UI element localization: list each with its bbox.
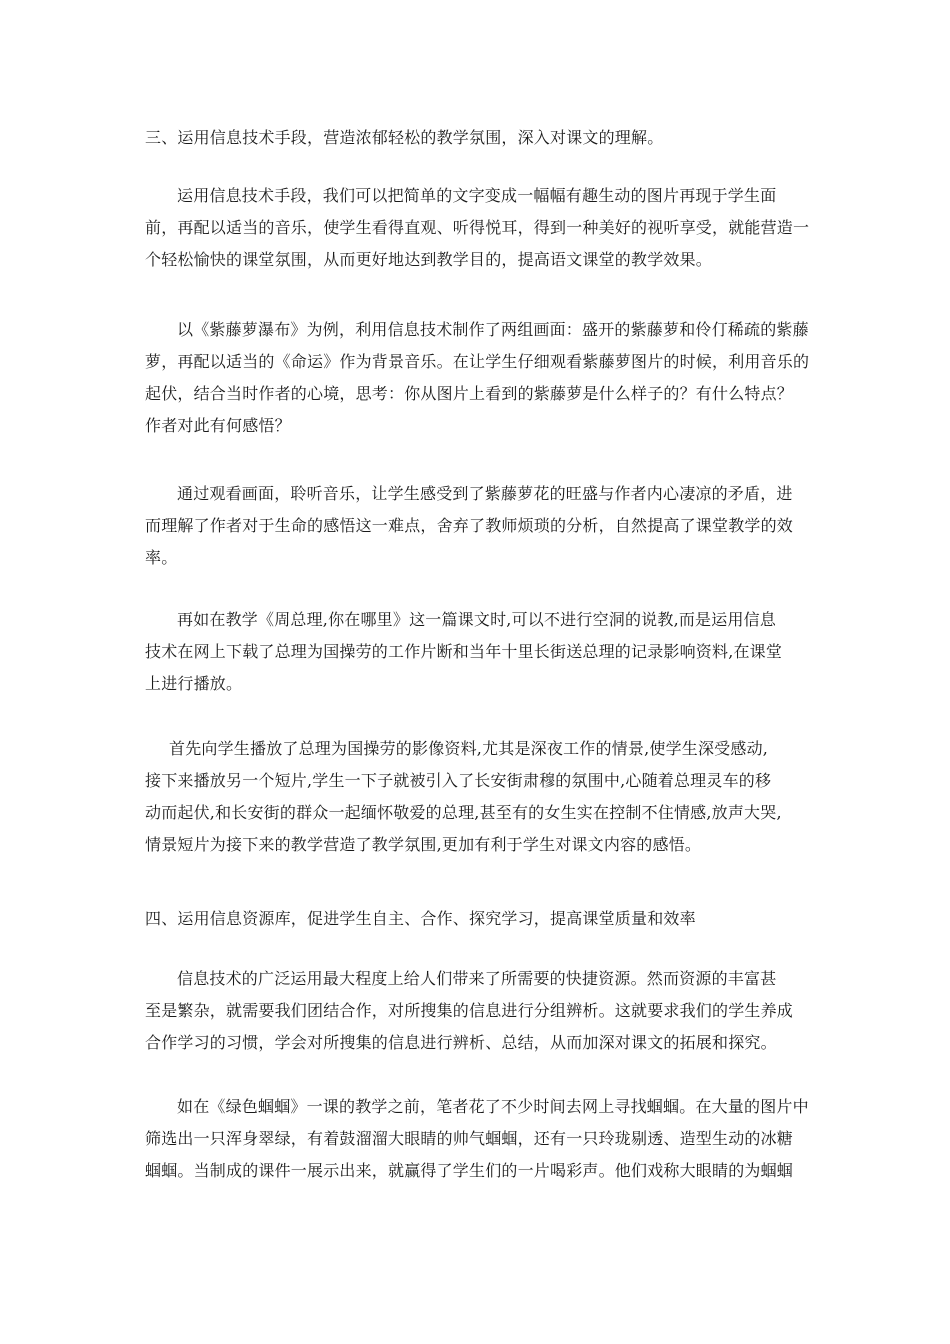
paragraph-line: 接下来播放另一个短片,学生一下子就被引入了长安街肃穆的氛围中,心随着总理灵车的移 [145, 771, 772, 790]
paragraph-line: 起伏，结合当时作者的心境，思考：你从图片上看到的紫藤萝是什么样子的？有什么特点？ [145, 384, 794, 403]
section-heading-4 [145, 903, 813, 935]
paragraph-line: 再如在教学《周总理,你在哪里》这一篇课文时,可以不进行空洞的说教,而是运用信息 [177, 610, 777, 629]
paragraph-3 [145, 478, 813, 574]
heading-text: 三、运用信息技术手段，营造浓郁轻松的教学氛围，深入对课文的理解。 [145, 128, 664, 147]
paragraph-line: 蝈蝈。当制成的课件一展示出来，就赢得了学生们的一片喝彩声。他们戏称大眼睛的为蝈蝈 [145, 1161, 794, 1180]
paragraph-line: 信息技术的广泛运用最大程度上给人们带来了所需要的快捷资源。然而资源的丰富甚 [177, 969, 777, 988]
paragraph-line: 筛选出一只浑身翠绿，有着鼓溜溜大眼睛的帅气蝈蝈，还有一只玲珑剔透、造型生动的冰糖 [145, 1129, 794, 1148]
paragraph-line: 作者对此有何感悟？ [145, 416, 291, 435]
paragraph-2 [145, 314, 813, 442]
paragraph-7 [145, 1091, 813, 1187]
paragraph-line: 合作学习的习惯，学会对所搜集的信息进行辨析、总结，从而加深对课文的拓展和探究。 [145, 1033, 777, 1052]
paragraph-line: 而理解了作者对于生命的感悟这一难点，舍弃了教师烦琐的分析，自然提高了课堂教学的效 [145, 516, 794, 535]
paragraph-line: 情景短片为接下来的教学营造了教学氛围,更加有利于学生对课文内容的感悟。 [145, 835, 702, 854]
paragraph-line: 以《紫藤萝瀑布》为例，利用信息技术制作了两组画面：盛开的紫藤萝和伶仃稀疏的紫藤 [177, 320, 809, 339]
paragraph-line: 萝，再配以适当的《命运》作为背景音乐。在让学生仔细观看紫藤萝图片的时候，利用音乐的 [145, 352, 810, 371]
paragraph-line: 运用信息技术手段，我们可以把简单的文字变成一幅幅有趣生动的图片再现于学生面 [177, 186, 777, 205]
paragraph-4 [145, 604, 813, 700]
paragraph-line: 动而起伏,和长安街的群众一起缅怀敬爱的总理,甚至有的女生实在控制不住情感,放声大哭, [145, 803, 782, 822]
paragraph-line: 如在《绿色蝈蝈》一课的教学之前，笔者花了不少时间去网上寻找蝈蝈。在大量的图片中 [177, 1097, 809, 1116]
paragraph-line: 前，再配以适当的音乐，使学生看得直观、听得悦耳，得到一种美好的视听享受，就能营造一 [145, 218, 810, 237]
paragraph-line: 个轻松愉快的课堂氛围，从而更好地达到教学目的，提高语文课堂的教学效果。 [145, 250, 713, 269]
paragraph-5 [145, 733, 813, 861]
paragraph-line: 首先向学生播放了总理为国操劳的影像资料,尤其是深夜工作的情景,使学生深受感动, [169, 739, 769, 758]
paragraph-6 [145, 963, 813, 1059]
paragraph-line: 技术在网上下载了总理为国操劳的工作片断和当年十里长街送总理的记录影响资料,在课堂 [145, 642, 783, 661]
section-heading-3 [145, 122, 813, 154]
paragraph-line: 上进行播放。 [145, 674, 243, 693]
heading-text: 四、运用信息资源库，促进学生自主、合作、探究学习，提高课堂质量和效率 [145, 909, 696, 928]
paragraph-line: 率。 [145, 548, 178, 567]
paragraph-line: 通过观看画面，聆听音乐，让学生感受到了紫藤萝花的旺盛与作者内心凄凉的矛盾，进 [177, 484, 793, 503]
paragraph-line: 至是繁杂，就需要我们团结合作，对所搜集的信息进行分组辨析。这就要求我们的学生养成 [145, 1001, 794, 1020]
paragraph-1 [145, 180, 813, 276]
